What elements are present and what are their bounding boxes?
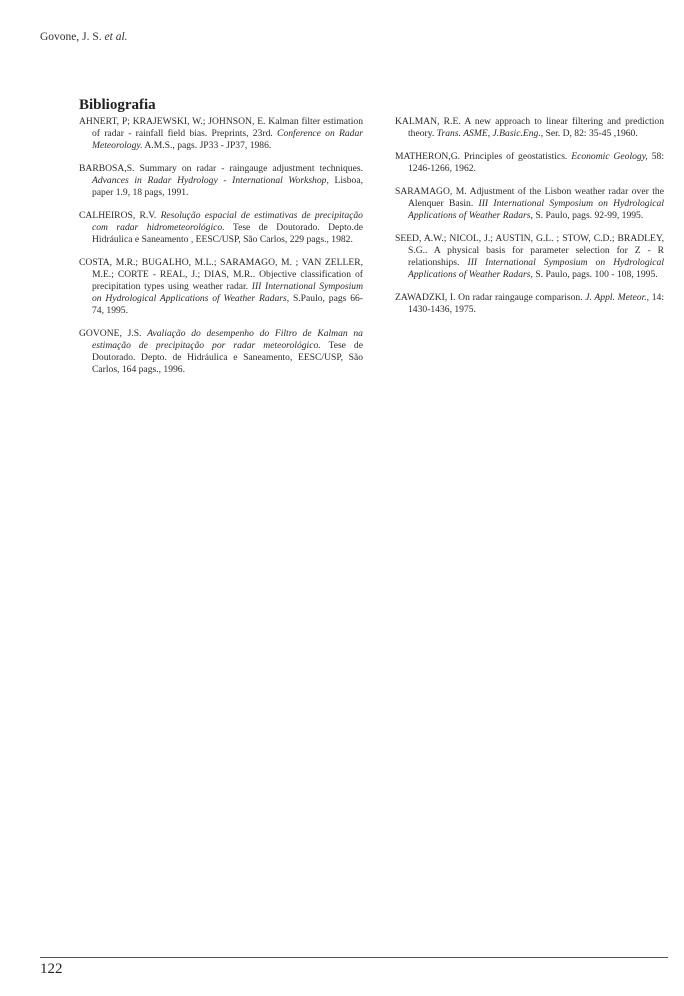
reference-entry: MATHERON,G. Principles of geostatistics. Economic Geology, 58: 1246-1266, 1962.	[395, 151, 664, 174]
reference-entry: SEED, A.W.; NICOL, J.; AUSTIN, G.L. ; STOW, C.D.; BRADLEY, S.G.. A physical basis for parameter selection for Z - R relationships. III International Symposium on Hydrological Applications of Weather Radars, S. Paulo, pags. 100 - 108, 1995.	[395, 233, 665, 280]
running-head-etal: et al.	[104, 31, 128, 43]
section-title: Bibliografia	[79, 97, 156, 113]
reference-entry: SARAMAGO, M. Adjustment of the Lisbon weather radar over the Alenquer Basin. III International Symposium on Hydrological Applications of Weather Radars, S. Paulo, pags. 92-99, 1995.	[395, 186, 664, 221]
reference-entry: COSTA, M.R.; BUGALHO, M.L.; SARAMAGO, M. ; VAN ZELLER, M.E.; CORTE - REAL, J.; DIAS, M.R.. Objective classification of precipitation types using weather radar. III International Symposium on Hydrological Applications of Weather Radars, S.Paulo, pags 66-74, 1995.	[79, 257, 363, 316]
references-left-column	[79, 116, 363, 387]
running-head-author: Govone, J. S.	[40, 31, 102, 43]
reference-entry: BARBOSA,S. Summary on radar - raingauge adjustment techniques. Advances in Radar Hydrology - International Workshop, Lisboa, paper 1.9, 18 pags, 1991.	[79, 163, 363, 198]
reference-entry: GOVONE, J.S. Avaliação do desempenho do Filtro de Kalman na estimação de precipitação por radar meteorológico. Tese de Doutorado. Depto. de Hidráulica e Saneamento, EESC/USP, São Carlos, 164 pags., 1996.	[79, 328, 363, 375]
reference-entry: KALMAN, R.E. A new approach to linear filtering and prediction theory. Trans. ASME, J.Basic.Eng., Ser. D, 82: 35-45 ,1960.	[395, 116, 664, 139]
reference-entry: CALHEIROS, R.V. Resolução espacial de estimativas de precipitação com radar hidrometeorológico. Tese de Doutorado. Depto.de Hidráulica e Saneamento , EESC/USP, São Carlos, 229 pags., 1982.	[79, 210, 363, 245]
page-number: 122	[40, 961, 63, 977]
reference-entry: AHNERT, P; KRAJEWSKI, W.; JOHNSON, E. Kalman filter estimation of radar - rainfall field bias. Preprints, 23rd. Conference on Radar Meteorology. A.M.S., pags. JP33 - JP37, 1986.	[79, 116, 363, 151]
reference-entry: ZAWADZKI, I. On radar raingauge comparison. J. Appl. Meteor., 14: 1430-1436, 1975.	[395, 292, 664, 315]
footer-rule	[40, 957, 668, 958]
running-head	[40, 31, 128, 43]
references-right-column	[395, 116, 664, 327]
